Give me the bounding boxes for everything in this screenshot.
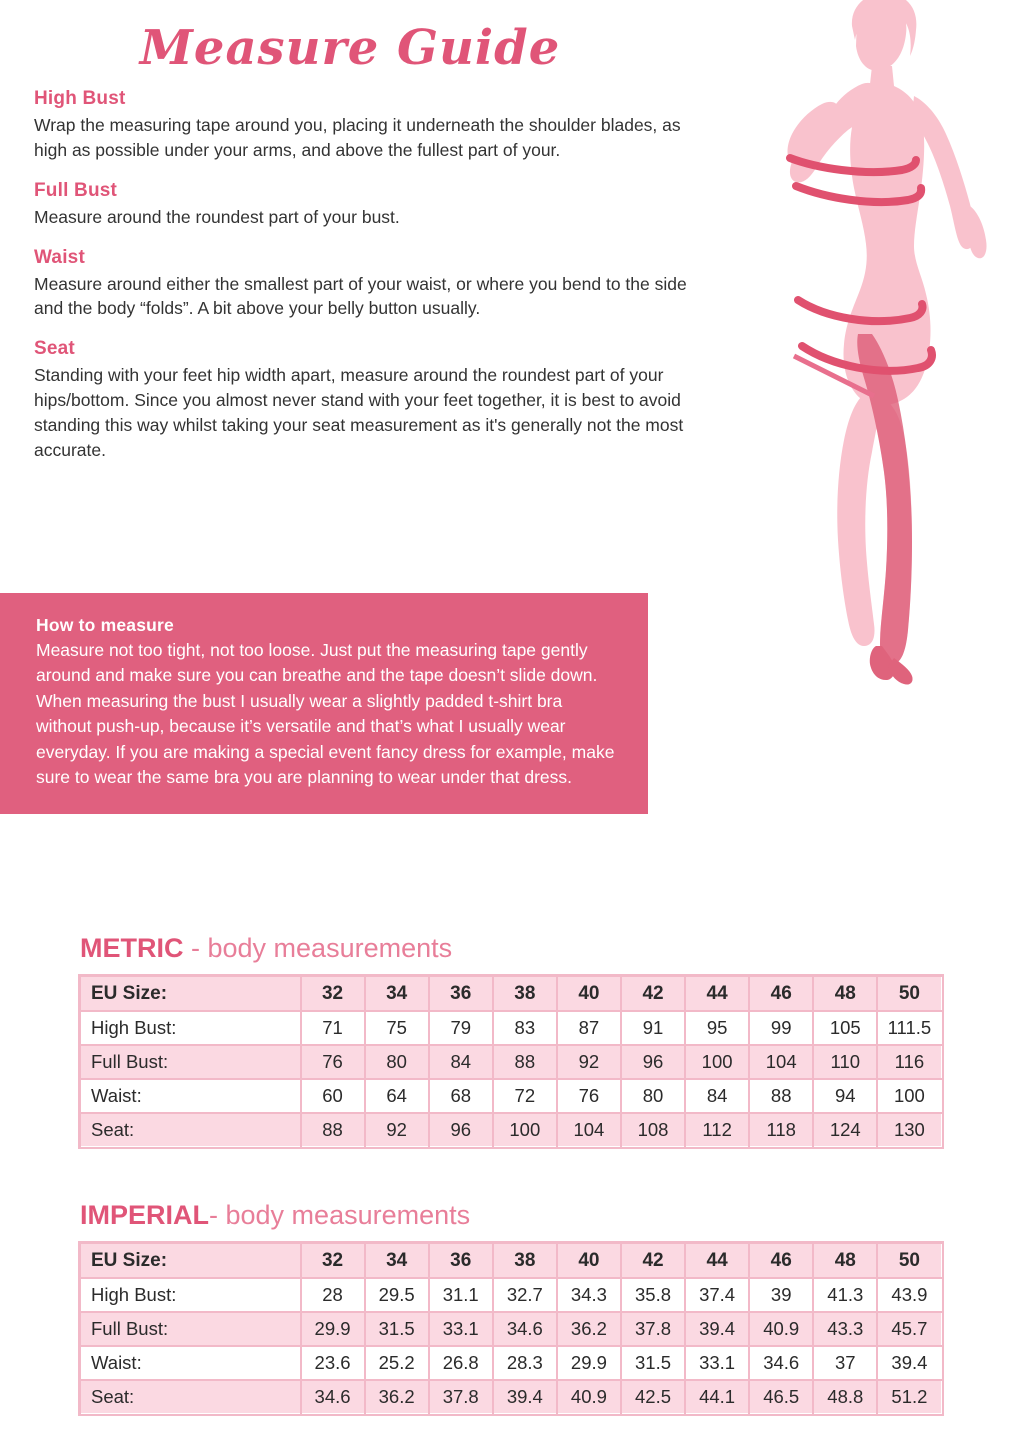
how-to-measure-callout xyxy=(0,593,648,814)
female-body-figure-illustration xyxy=(686,0,1016,700)
description-full-bust-text: Measure around the roundest part of your bust. xyxy=(34,206,400,227)
table-row xyxy=(81,1346,942,1380)
imperial-heading-rest: - body measurements xyxy=(209,1200,471,1230)
imperial-header-label: EU Size: xyxy=(81,1244,301,1278)
metric-size-38: 38 xyxy=(493,977,557,1011)
table-row xyxy=(81,1312,942,1346)
table-cell: 37.8 xyxy=(429,1380,493,1414)
metric-heading xyxy=(80,933,940,964)
table-cell: 92 xyxy=(557,1045,621,1079)
table-header-row xyxy=(81,1244,942,1278)
metric-size-42: 42 xyxy=(621,977,685,1011)
imperial-size-42: 42 xyxy=(621,1244,685,1278)
table-cell: 96 xyxy=(621,1045,685,1079)
metric-size-46: 46 xyxy=(749,977,813,1011)
table-row xyxy=(81,1113,942,1147)
table-cell: 44.1 xyxy=(685,1380,749,1414)
metric-size-50: 50 xyxy=(877,977,941,1011)
description-full-bust-heading: Full Bust xyxy=(34,179,118,201)
imperial-size-50: 50 xyxy=(877,1244,941,1278)
metric-size-32: 32 xyxy=(301,977,365,1011)
table-cell: 33.1 xyxy=(429,1312,493,1346)
description-seat xyxy=(34,338,694,462)
table-cell: 76 xyxy=(557,1079,621,1113)
table-cell: 48.8 xyxy=(813,1380,877,1414)
description-waist-text: Measure around either the smallest part of your waist, or where you bend to the side and the body “folds”. A bit above your belly button usually. xyxy=(34,273,687,319)
imperial-table-wrapper xyxy=(78,1241,944,1416)
table-row xyxy=(81,1380,942,1414)
table-cell: 88 xyxy=(749,1079,813,1113)
imperial-row-label-waist: Waist: xyxy=(81,1346,301,1380)
imperial-section xyxy=(78,1200,940,1421)
table-header-row xyxy=(81,977,942,1011)
table-cell: 35.8 xyxy=(621,1278,685,1312)
imperial-heading-bold: IMPERIAL xyxy=(80,1200,210,1230)
table-cell: 96 xyxy=(429,1113,493,1147)
table-cell: 31.1 xyxy=(429,1278,493,1312)
table-cell: 34.6 xyxy=(493,1312,557,1346)
metric-size-48: 48 xyxy=(813,977,877,1011)
imperial-size-34: 34 xyxy=(365,1244,429,1278)
table-cell: 25.2 xyxy=(365,1346,429,1380)
description-high-bust xyxy=(34,88,694,163)
description-high-bust-heading: High Bust xyxy=(34,88,126,109)
table-cell: 87 xyxy=(557,1011,621,1045)
table-cell: 79 xyxy=(429,1011,493,1045)
description-seat-text: Standing with your feet hip width apart, measure around the roundest part of your hips/bottom. Since you almost never stand with your feet together, it is best to avoid standing this way whilst taking your seat measurement as it's generally not the most accurate. xyxy=(34,365,684,460)
how-to-measure-heading: How to measure xyxy=(36,615,174,635)
imperial-row-label-full-bust: Full Bust: xyxy=(81,1312,301,1346)
metric-size-40: 40 xyxy=(557,977,621,1011)
description-waist-heading: Waist xyxy=(34,246,85,268)
table-cell: 39 xyxy=(749,1278,813,1312)
table-cell: 26.8 xyxy=(429,1346,493,1380)
table-cell: 110 xyxy=(813,1045,877,1079)
metric-row-label-waist: Waist: xyxy=(81,1079,301,1113)
table-cell: 40.9 xyxy=(557,1380,621,1414)
table-cell: 95 xyxy=(685,1011,749,1045)
imperial-size-44: 44 xyxy=(685,1244,749,1278)
imperial-measurements-table xyxy=(80,1243,942,1414)
table-cell: 124 xyxy=(813,1113,877,1147)
imperial-size-36: 36 xyxy=(429,1244,493,1278)
table-cell: 118 xyxy=(749,1113,813,1147)
table-cell: 31.5 xyxy=(621,1346,685,1380)
imperial-size-32: 32 xyxy=(301,1244,365,1278)
table-cell: 46.5 xyxy=(749,1380,813,1414)
imperial-row-label-seat: Seat: xyxy=(81,1380,301,1414)
measurement-descriptions xyxy=(34,88,694,480)
table-row xyxy=(81,1278,942,1312)
table-row xyxy=(81,1079,942,1113)
table-cell: 84 xyxy=(429,1045,493,1079)
imperial-size-48: 48 xyxy=(813,1244,877,1278)
table-cell: 91 xyxy=(621,1011,685,1045)
table-cell: 60 xyxy=(301,1079,365,1113)
table-cell: 37 xyxy=(813,1346,877,1380)
table-cell: 32.7 xyxy=(493,1278,557,1312)
table-cell: 23.6 xyxy=(301,1346,365,1380)
table-cell: 39.4 xyxy=(877,1346,941,1380)
how-to-measure-paragraph-1: Measure not too tight, not too loose. Just put the measuring tape gently around and make sure you can breathe and the tape doesn’t slide down. xyxy=(36,640,598,686)
metric-heading-rest: - body measurements xyxy=(183,933,453,963)
table-cell: 116 xyxy=(877,1045,941,1079)
imperial-size-46: 46 xyxy=(749,1244,813,1278)
table-cell: 43.9 xyxy=(877,1278,941,1312)
table-cell: 34.6 xyxy=(749,1346,813,1380)
table-row xyxy=(81,1011,942,1045)
table-cell: 112 xyxy=(685,1113,749,1147)
table-cell: 104 xyxy=(749,1045,813,1079)
description-full-bust xyxy=(34,180,694,230)
table-cell: 41.3 xyxy=(813,1278,877,1312)
table-cell: 88 xyxy=(301,1113,365,1147)
table-cell: 29.9 xyxy=(557,1346,621,1380)
table-cell: 40.9 xyxy=(749,1312,813,1346)
metric-size-34: 34 xyxy=(365,977,429,1011)
table-cell: 84 xyxy=(685,1079,749,1113)
table-cell: 39.4 xyxy=(685,1312,749,1346)
table-cell: 105 xyxy=(813,1011,877,1045)
table-cell: 31.5 xyxy=(365,1312,429,1346)
metric-table-wrapper xyxy=(78,974,944,1149)
imperial-size-38: 38 xyxy=(493,1244,557,1278)
table-cell: 34.6 xyxy=(301,1380,365,1414)
table-cell: 83 xyxy=(493,1011,557,1045)
table-cell: 100 xyxy=(685,1045,749,1079)
table-cell: 29.5 xyxy=(365,1278,429,1312)
table-cell: 75 xyxy=(365,1011,429,1045)
table-cell: 39.4 xyxy=(493,1380,557,1414)
metric-row-label-seat: Seat: xyxy=(81,1113,301,1147)
table-cell: 100 xyxy=(493,1113,557,1147)
table-cell: 111.5 xyxy=(877,1011,941,1045)
table-cell: 92 xyxy=(365,1113,429,1147)
table-cell: 80 xyxy=(621,1079,685,1113)
table-cell: 28.3 xyxy=(493,1346,557,1380)
table-row xyxy=(81,1045,942,1079)
table-cell: 76 xyxy=(301,1045,365,1079)
imperial-heading xyxy=(80,1200,940,1231)
metric-section xyxy=(78,933,940,1154)
table-cell: 104 xyxy=(557,1113,621,1147)
table-cell: 36.2 xyxy=(557,1312,621,1346)
metric-heading-bold: METRIC xyxy=(80,933,184,963)
table-cell: 71 xyxy=(301,1011,365,1045)
description-seat-heading: Seat xyxy=(34,338,75,360)
table-cell: 130 xyxy=(877,1113,941,1147)
table-cell: 72 xyxy=(493,1079,557,1113)
table-cell: 33.1 xyxy=(685,1346,749,1380)
table-cell: 37.8 xyxy=(621,1312,685,1346)
table-cell: 43.3 xyxy=(813,1312,877,1346)
table-cell: 42.5 xyxy=(621,1380,685,1414)
table-cell: 94 xyxy=(813,1079,877,1113)
table-cell: 80 xyxy=(365,1045,429,1079)
how-to-measure-paragraph-2: When measuring the bust I usually wear a slightly padded t-shirt bra without push-up, because it’s versatile and that’s what I usually wear everyday. If you are making a special event fancy dress for example, make sure to wear the same bra you are planning to wear under that dress. xyxy=(36,690,615,787)
imperial-row-label-high-bust: High Bust: xyxy=(81,1278,301,1312)
metric-size-36: 36 xyxy=(429,977,493,1011)
metric-size-44: 44 xyxy=(685,977,749,1011)
table-cell: 88 xyxy=(493,1045,557,1079)
imperial-size-40: 40 xyxy=(557,1244,621,1278)
table-cell: 100 xyxy=(877,1079,941,1113)
table-cell: 37.4 xyxy=(685,1278,749,1312)
table-cell: 28 xyxy=(301,1278,365,1312)
description-waist xyxy=(34,247,694,322)
table-cell: 45.7 xyxy=(877,1312,941,1346)
table-cell: 36.2 xyxy=(365,1380,429,1414)
table-cell: 51.2 xyxy=(877,1380,941,1414)
metric-row-label-high-bust: High Bust: xyxy=(81,1011,301,1045)
metric-measurements-table xyxy=(80,976,942,1147)
table-cell: 64 xyxy=(365,1079,429,1113)
table-cell: 29.9 xyxy=(301,1312,365,1346)
page-title: Measure Guide xyxy=(139,20,561,76)
table-cell: 34.3 xyxy=(557,1278,621,1312)
table-cell: 108 xyxy=(621,1113,685,1147)
metric-row-label-full-bust: Full Bust: xyxy=(81,1045,301,1079)
description-high-bust-text: Wrap the measuring tape around you, placing it underneath the shoulder blades, as high as possible under your arms, and above the fullest part of your. xyxy=(34,115,681,160)
table-cell: 68 xyxy=(429,1079,493,1113)
metric-header-label: EU Size: xyxy=(81,977,301,1011)
table-cell: 99 xyxy=(749,1011,813,1045)
